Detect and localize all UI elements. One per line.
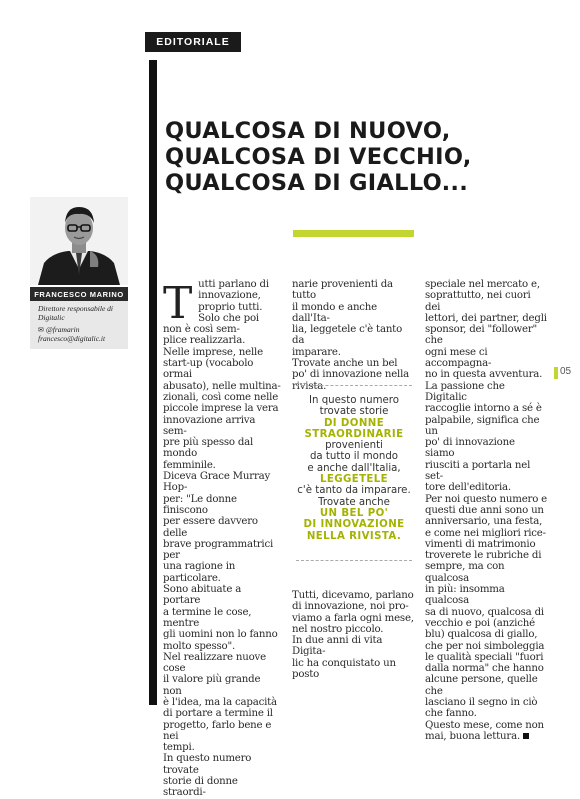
text-line: e come nei migliori rice- <box>425 527 546 539</box>
pullquote-line: trovate storie <box>319 406 389 418</box>
text-line: Trovate anche un bel <box>292 358 398 370</box>
text-line: viamo a farla ogni mese, <box>292 612 414 624</box>
pullquote-highlight: STRAORDINARIE <box>304 428 404 440</box>
text-line: troverete le rubriche di <box>425 550 542 562</box>
pullquote-line: c'è tanto da imparare. <box>297 485 411 497</box>
text-line: progetto, farlo bene e nei <box>163 719 272 742</box>
text-line: il mondo e anche dall'Ita- <box>292 301 378 324</box>
pullquote-line: Trovate anche <box>318 496 390 508</box>
text-line: ogni mese ci accompagna- <box>425 346 492 370</box>
pullquote-highlight: LEGGETELE <box>319 474 389 486</box>
pullquote-highlight: NELLA RIVISTA. <box>306 530 402 542</box>
section-label: EDITORIALE <box>156 36 230 48</box>
text-line: In questo numero trovate <box>163 753 252 776</box>
text-line: femminile. <box>163 459 216 471</box>
text-line: no in questa avventura. <box>425 369 543 381</box>
text-line: rivista. <box>292 380 327 392</box>
section-badge <box>145 32 241 52</box>
text-line: una ragione in particolare. <box>163 561 236 584</box>
text-line: riusciti a portarla nel set- <box>425 459 531 483</box>
text-line: Per noi questo numero e <box>425 493 548 505</box>
article-column-2-bottom <box>292 590 416 680</box>
headline-line-2: QUALCOSA DI VECCHIO, <box>165 144 472 170</box>
article-column-2-top <box>292 279 416 392</box>
text-line: alcune persone, quelle che <box>425 674 538 697</box>
text-line: anniversario, una festa, <box>425 516 543 528</box>
text-line: utti parlano di <box>198 279 269 290</box>
text-line: start-up (vocabolo ormai <box>163 358 254 381</box>
text-line: storie di donne straordi- <box>163 776 238 799</box>
text-line: blu) qualcosa di giallo, <box>425 629 538 641</box>
text-line: vecchio e poi (anziché <box>425 617 535 629</box>
text-line: zionali, così come nelle <box>163 391 279 403</box>
text-line: sponsor, dei "follower" che <box>425 324 538 347</box>
text-line: proprio tutti. <box>198 301 263 313</box>
twitter-handle: @framarin <box>45 325 80 334</box>
portrait-image <box>30 197 128 285</box>
text-line: Nel realizzare nuove cose <box>163 651 266 675</box>
pullquote-line: In questo numero <box>309 395 399 406</box>
text-line: lettori, dei partner, degli <box>425 312 547 324</box>
text-line: po' di innovazione siamo <box>425 437 515 460</box>
pullquote-rule-top <box>296 385 412 386</box>
text-line: per essere davvero delle <box>163 516 258 539</box>
text-line: plice realizzarla. <box>163 335 246 347</box>
author-photo <box>30 197 128 285</box>
column-1-text <box>163 279 281 799</box>
pullquote-rule-bottom <box>296 560 412 561</box>
text-line: per: "Le donne finiscono <box>163 493 237 516</box>
drop-cap: T <box>163 278 193 329</box>
text-line: piccole imprese la vera <box>163 403 279 415</box>
pullquote-highlight: DI INNOVAZIONE <box>303 519 405 531</box>
end-of-article-icon <box>523 733 529 739</box>
text-line: abusato), nelle multina- <box>163 380 281 392</box>
text-line: nel nostro piccolo. <box>292 623 384 635</box>
text-line: sa di nuovo, qualcosa di <box>425 606 544 618</box>
text-line: pre più spesso dal mondo <box>163 437 254 460</box>
pullquote-line: provenienti <box>325 440 383 452</box>
text-line: tore dell'editoria. <box>425 482 511 494</box>
text-line: Sono abituate a portare <box>163 584 242 607</box>
text-line: di innovazione, noi pro- <box>292 601 409 613</box>
article-column-3 <box>425 279 547 742</box>
text-line: lasciano il segno in ciò <box>425 696 538 708</box>
text-line: mai, buona lettura. <box>425 730 520 742</box>
twitter-bird-icon: ✉︎ <box>38 326 44 334</box>
page-number-marker <box>554 367 558 379</box>
page-title <box>165 118 525 196</box>
text-line: speciale nel mercato e, <box>425 279 540 290</box>
page-number: 05 <box>560 366 572 377</box>
text-line: In due anni di vita Digita- <box>292 635 383 658</box>
text-line: dalla norma" che hanno <box>425 663 544 675</box>
text-line: non è così sem- <box>163 324 240 336</box>
text-line: vimenti di matrimonio <box>425 538 536 550</box>
pullquote-line: e anche dall'Italia, <box>307 462 401 474</box>
text-line: a termine le cose, mentre <box>163 606 252 629</box>
text-line: è l'idea, ma la capacità <box>163 696 277 708</box>
text-line: narie provenienti da tutto <box>292 279 393 302</box>
text-line: raccoglie intorno a sé è <box>425 403 542 415</box>
author-name: FRANCESCO MARINO <box>30 287 128 301</box>
vertical-rule <box>149 60 157 705</box>
text-line: che per noi simboleggia <box>425 640 545 652</box>
pullquote-line: da tutto il mondo <box>309 451 399 463</box>
text-line: in più: insomma qualcosa <box>425 584 505 607</box>
text-line: gli uomini non lo fanno <box>163 629 278 641</box>
text-line: innovazione arriva sem- <box>163 414 256 437</box>
text-line: Diceva Grace Murray Hop- <box>163 471 271 494</box>
text-line: tempi. <box>163 742 195 754</box>
text-line: soprattutto, nei cuori dei <box>425 290 531 313</box>
text-line: palpabile, significa che un <box>425 414 540 437</box>
text-line: molto spesso". <box>163 640 236 652</box>
text-line: lic ha conquistato un posto <box>292 657 396 681</box>
text-line: questi due anni sono un <box>425 504 544 516</box>
text-line: le qualità speciali "fuori <box>425 651 544 663</box>
author-email[interactable]: francesco@digitalic.it <box>38 334 106 343</box>
headline-line-1: QUALCOSA DI NUOVO, <box>165 118 451 144</box>
text-line: La passione che Digitalic <box>425 380 505 403</box>
pullquote-highlight: DI DONNE <box>323 417 385 429</box>
pullquote-highlight: UN BEL PO' <box>319 507 389 519</box>
text-line: imparare. <box>292 346 341 358</box>
accent-bar <box>293 230 414 237</box>
text-line: brave programmatrici per <box>163 538 274 562</box>
text-line: po' di innovazione nella <box>292 369 410 381</box>
text-line: lia, leggetele c'è tanto da <box>292 324 403 347</box>
text-line: Nelle imprese, nelle <box>163 346 263 358</box>
text-line: il valore più grande non <box>163 674 261 697</box>
headline-line-3: QUALCOSA DI GIALLO... <box>165 170 469 196</box>
text-line: di portare a termine il <box>163 708 273 720</box>
text-line: sempre, ma con qualcosa <box>425 561 505 584</box>
author-role: Direttore responsabile di Digitalic <box>38 304 113 322</box>
text-line <box>425 731 547 742</box>
text-line: innovazione, <box>198 290 261 302</box>
text-line: Questo mese, come non <box>425 719 544 731</box>
text-line: che fanno. <box>425 708 477 720</box>
text-line: Solo che poi <box>198 312 259 324</box>
text-line: Tutti, dicevamo, parlano <box>292 590 414 601</box>
pullquote <box>292 395 416 542</box>
article-column-1 <box>163 279 281 799</box>
